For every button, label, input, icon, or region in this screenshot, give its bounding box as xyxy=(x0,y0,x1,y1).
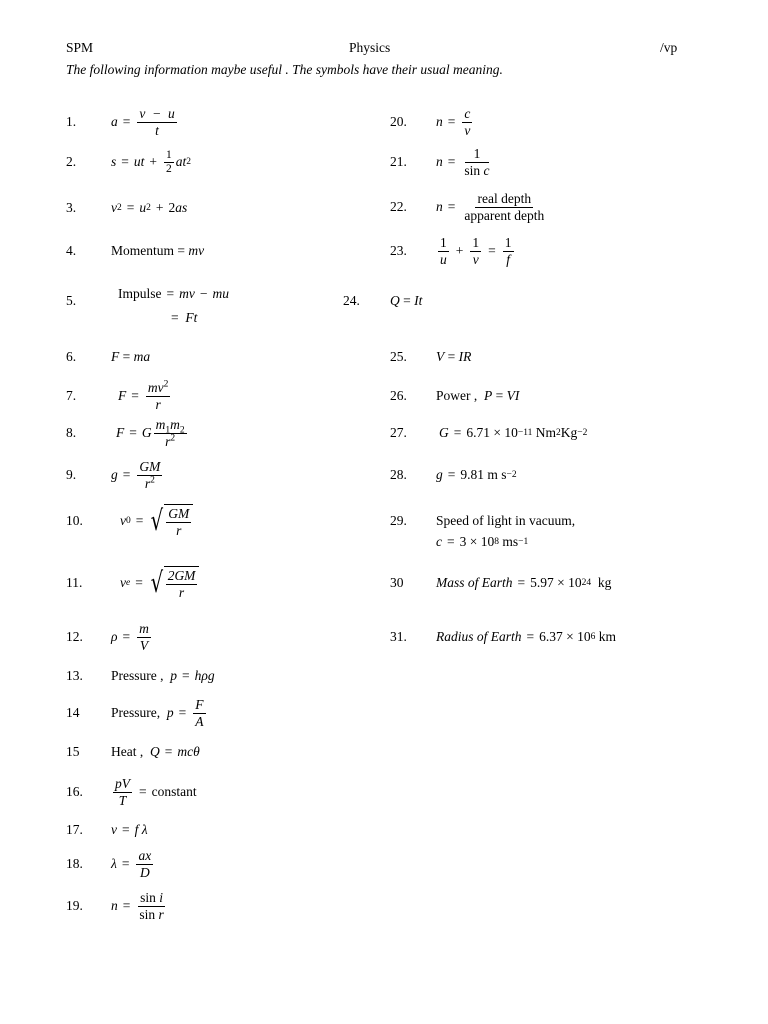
intro-text: The following information maybe useful . The symbols have their usual meaning. xyxy=(66,62,503,77)
formula-number: 18. xyxy=(66,856,83,871)
earth-mass-unit: kg xyxy=(597,575,612,590)
impulse-line-1: Impulse = mv − mu xyxy=(118,286,229,301)
formula-number: 30 xyxy=(390,575,404,590)
formula-number: 31. xyxy=(390,629,407,644)
c-value: 3 × 10 xyxy=(459,534,495,549)
formula-number: 26. xyxy=(390,388,407,403)
G-value: 6.71 × 10 xyxy=(466,425,518,440)
formula-number: 9. xyxy=(66,467,77,482)
pressure-label: Pressure , xyxy=(111,668,164,683)
G-units: Nm xyxy=(535,425,557,440)
formula-number: 20. xyxy=(390,114,407,129)
power-label: Power , xyxy=(436,388,478,403)
header-initials: /vp xyxy=(660,40,678,55)
formula-number: 16. xyxy=(66,784,83,799)
formula-number: 4. xyxy=(66,243,77,258)
formula-number: 14 xyxy=(66,705,80,720)
constant-label: constant xyxy=(151,784,197,799)
formula-number: 24. xyxy=(343,293,360,308)
c-units: ms xyxy=(502,534,519,549)
earth-radius-unit: km xyxy=(598,629,617,644)
formula-number: 7. xyxy=(66,388,77,403)
formula-number: 13. xyxy=(66,668,83,683)
formula-number: 10. xyxy=(66,513,83,528)
speed-of-light-label: Speed of light in vacuum, xyxy=(436,513,576,528)
earth-mass-value: 5.97 × 10 xyxy=(530,575,582,590)
formula-number: 23. xyxy=(390,243,407,258)
header-title: Physics xyxy=(349,40,391,55)
formula-number: 1. xyxy=(66,114,77,129)
apparent-depth-label: apparent depth xyxy=(464,207,545,223)
radius-of-earth-label: Radius of Earth xyxy=(436,629,522,644)
formula-number: 11. xyxy=(66,575,83,590)
real-depth-label: real depth xyxy=(477,191,532,207)
formula-number: 21. xyxy=(390,154,407,169)
header-subject-code: SPM xyxy=(66,40,94,55)
g-value: 9.81 m s xyxy=(460,467,507,482)
impulse-line-2: = Ft xyxy=(171,310,198,325)
formula-number: 5. xyxy=(66,293,77,308)
formula-number: 19. xyxy=(66,898,83,913)
formula-number: 29. xyxy=(390,513,407,528)
formula-number: 15 xyxy=(66,744,80,759)
formula-number: 28. xyxy=(390,467,407,482)
formula-number: 2. xyxy=(66,154,77,169)
formula-number: 3. xyxy=(66,200,77,215)
formula-number: 17. xyxy=(66,822,83,837)
formula-number: 25. xyxy=(390,349,407,364)
mass-of-earth-label: Mass of Earth xyxy=(436,575,513,590)
formula-number: 8. xyxy=(66,425,77,440)
earth-radius-value: 6.37 × 10 xyxy=(539,629,591,644)
momentum-label: Momentum xyxy=(111,243,174,258)
formula-number: 22. xyxy=(390,199,407,214)
impulse-label: Impulse xyxy=(118,286,162,301)
heat-label: Heat , xyxy=(111,744,144,759)
formula-number: 6. xyxy=(66,349,77,364)
formula-number: 12. xyxy=(66,629,83,644)
pressure-label: Pressure, xyxy=(111,705,161,720)
formula-number: 27. xyxy=(390,425,407,440)
